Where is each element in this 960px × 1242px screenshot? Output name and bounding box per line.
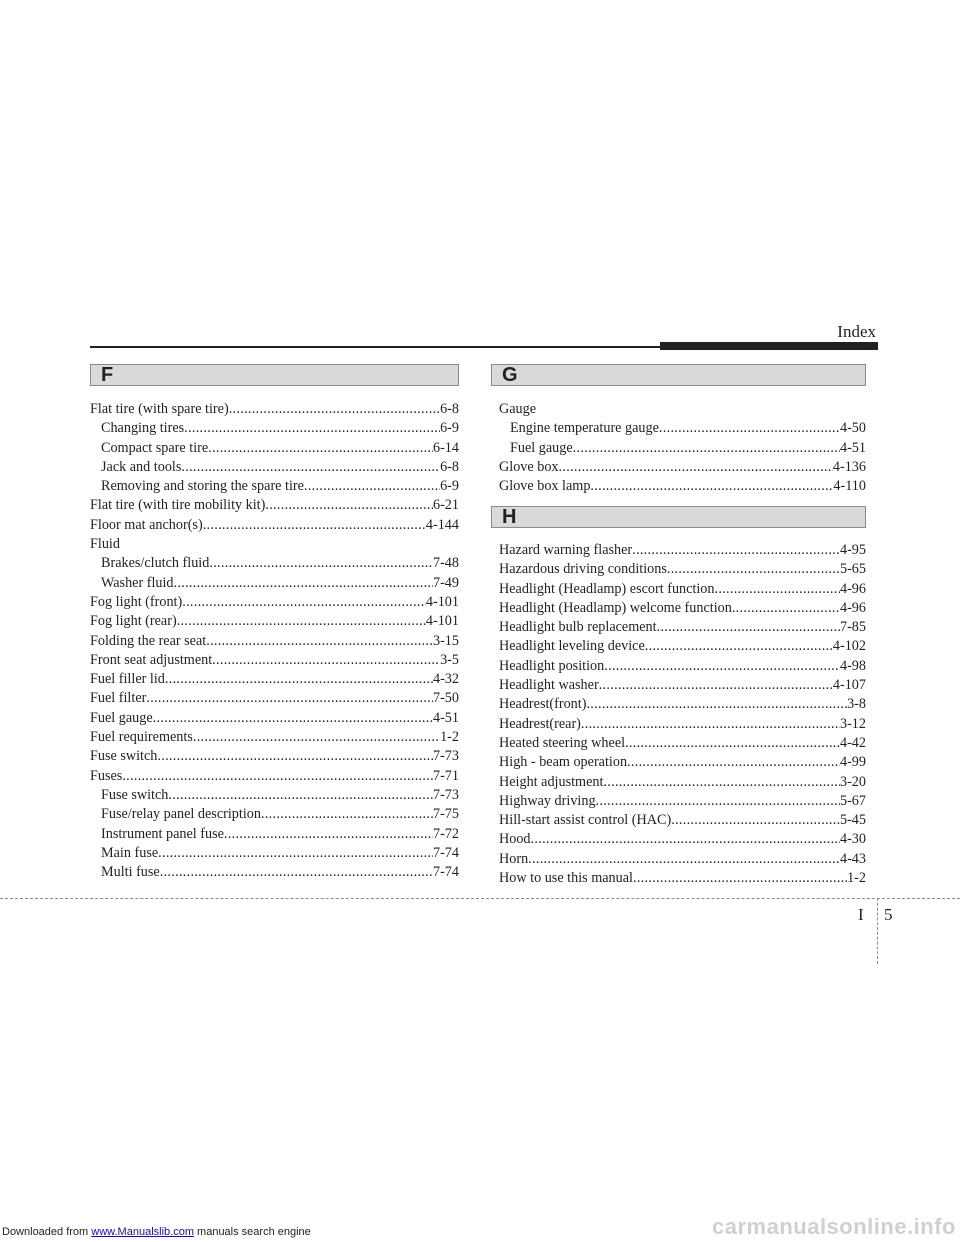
dashed-vertical-divider [877, 898, 878, 964]
index-entry-label: Hazardous driving conditions [499, 561, 667, 578]
dot-leader [596, 792, 840, 811]
dot-leader [659, 419, 840, 438]
index-entry [90, 689, 459, 708]
index-entry-page: 4-95 [839, 542, 866, 558]
index-entry-label: Washer fluid [101, 574, 174, 591]
index-entry-label: Headlight washer [499, 677, 599, 694]
index-entry-page: 7-75 [432, 806, 459, 823]
index-entry-page: 7-73 [432, 748, 459, 765]
index-entry-page: 3-20 [839, 773, 866, 790]
dot-leader [153, 709, 433, 728]
index-entry [90, 747, 459, 766]
index-entry [499, 850, 866, 869]
index-entry-page: 5-67 [839, 792, 866, 809]
index-entry-label: Front seat adjustment [90, 651, 213, 668]
index-entry [90, 554, 459, 573]
index-entry-label: Compact spare tire [101, 439, 209, 456]
dot-leader [528, 850, 840, 869]
index-entry-page: 4-50 [839, 420, 866, 437]
index-entry [499, 560, 866, 579]
index-entry [90, 632, 459, 651]
index-entry-label: Headlight (Headlamp) escort function [499, 580, 715, 597]
index-entry-label: Multi fuse [101, 864, 160, 881]
index-entry [499, 419, 866, 438]
index-entry [90, 612, 459, 631]
index-entry-label: Fuse/relay panel description [101, 806, 261, 823]
index-entry-label: Hill-start assist control (HAC) [499, 812, 672, 829]
index-entry [90, 670, 459, 689]
index-entry-label: Flat tire (with tire mobility kit) [90, 497, 266, 514]
index-entry [499, 753, 866, 772]
index-entry-page: 5-65 [839, 561, 866, 578]
index-entry-label: Gauge [499, 401, 537, 417]
download-note-prefix: Downloaded from [2, 1226, 92, 1238]
dot-leader [182, 593, 426, 612]
index-entry [499, 830, 866, 849]
index-entry [90, 844, 459, 863]
index-entry [499, 773, 866, 792]
index-entry-label: Fog light (rear) [90, 613, 177, 630]
index-entry-page: 4-51 [839, 439, 866, 456]
index-entry [499, 541, 866, 560]
index-entry-page: 4-51 [432, 709, 459, 726]
dot-leader [146, 689, 433, 708]
index-entry-label: Fog light (front) [90, 593, 183, 610]
index-entry-label: Headrest(rear) [499, 715, 581, 732]
index-entry [499, 580, 866, 599]
index-entry-page: 7-50 [432, 690, 459, 707]
index-entry-page: 6-21 [432, 497, 459, 514]
dot-leader [671, 811, 840, 830]
index-entry-label: Highway driving [499, 792, 596, 809]
index-entry [90, 477, 459, 496]
dot-leader [627, 753, 840, 772]
index-entry [499, 676, 866, 695]
index-entry [499, 618, 866, 637]
dot-leader [165, 670, 433, 689]
index-entry-page: 1-2 [440, 729, 459, 746]
index-entry-label: Changing tires [101, 420, 185, 437]
index-entry [90, 419, 459, 438]
index-entry-label: Main fuse [101, 844, 159, 861]
index-entry-page: 4-98 [839, 657, 866, 674]
index-entry [90, 400, 459, 419]
index-entry-label: Fuse switch [90, 748, 158, 765]
dot-leader [158, 844, 433, 863]
index-entry-page: 4-102 [832, 638, 866, 655]
index-entry [499, 811, 866, 830]
index-entry-page: 5-45 [839, 812, 866, 829]
index-entry-label: Folding the rear seat [90, 632, 207, 649]
index-entry [499, 439, 866, 458]
index-entry [90, 651, 459, 670]
index-entry [499, 637, 866, 656]
index-entry-label: Brakes/clutch fluid [101, 555, 210, 572]
dot-leader [177, 612, 426, 631]
index-entry-label: Fluid [90, 536, 120, 553]
dot-leader [122, 767, 433, 786]
dot-leader [304, 477, 440, 496]
index-entry-page: 4-30 [839, 831, 866, 848]
index-entry-label: Fuel gauge [510, 439, 573, 456]
index-entry-label: Hazard warning flasher [499, 542, 633, 558]
index-entry [90, 458, 459, 477]
index-entry [90, 825, 459, 844]
index-entry-label: Headlight (Headlamp) welcome function [499, 599, 732, 616]
dot-leader [261, 805, 433, 824]
index-entry-label: Fuses [90, 767, 123, 784]
index-entry-page: 6-14 [432, 439, 459, 456]
index-entry [90, 786, 459, 805]
index-entry [499, 792, 866, 811]
index-entry [499, 657, 866, 676]
index-entry-page: 1-2 [847, 870, 866, 887]
dot-leader [559, 458, 833, 477]
index-column-f [90, 400, 459, 882]
dot-leader [265, 496, 433, 515]
page-number: 5 [884, 905, 893, 924]
index-entry-page: 6-9 [440, 420, 459, 437]
index-entry [90, 439, 459, 458]
index-entry-label: Glove box [499, 458, 559, 475]
index-entry-page: 4-107 [832, 677, 866, 694]
watermark: carmanualsonline.info [712, 1214, 956, 1239]
section-letter-f: F [101, 364, 114, 386]
index-entry [499, 695, 866, 714]
dot-leader [603, 773, 840, 792]
index-entry-page: 4-32 [432, 671, 459, 688]
index-entry [90, 767, 459, 786]
dot-leader [208, 439, 433, 458]
index-entry-page: 4-101 [425, 593, 459, 610]
index-entry-page: 7-48 [432, 555, 459, 572]
index-entry [499, 599, 866, 618]
index-entry-page: 6-9 [440, 478, 459, 495]
index-entry-label: Floor mat anchor(s) [90, 516, 203, 533]
index-entry-label: Heated steering wheel [499, 734, 626, 751]
index-entry-page: 4-96 [839, 580, 866, 597]
dot-leader [732, 599, 840, 618]
index-entry-label: Fuel gauge [90, 709, 153, 726]
index-entry-label: Jack and tools [101, 458, 182, 475]
index-entry-page: 4-99 [839, 754, 866, 771]
dot-leader [645, 637, 833, 656]
index-entry-label: Engine temperature gauge [510, 420, 659, 437]
section-bar-g [491, 364, 866, 386]
dot-leader [625, 734, 840, 753]
index-entry-page: 7-49 [432, 574, 459, 591]
dot-leader [667, 560, 840, 579]
index-entry-page: 4-136 [832, 458, 866, 475]
index-entry [90, 728, 459, 747]
page-section-label: I [858, 905, 864, 924]
index-entry [499, 734, 866, 753]
index-column-g [499, 400, 866, 496]
dot-leader [157, 747, 433, 766]
index-entry-label: Headlight position [499, 657, 605, 674]
index-entry [90, 593, 459, 612]
index-entry [499, 715, 866, 734]
index-entry-page: 3-5 [440, 651, 459, 668]
index-entry-label: Headlight leveling device [499, 638, 645, 655]
dot-leader [184, 419, 440, 438]
dot-leader [632, 541, 840, 560]
dot-leader [586, 695, 847, 714]
dot-leader [168, 786, 433, 805]
header-title: Index [837, 322, 876, 341]
index-column-h [499, 541, 866, 888]
index-entry [499, 458, 866, 477]
index-entry [90, 805, 459, 824]
index-entry-page: 6-8 [440, 401, 459, 417]
index-entry [90, 574, 459, 593]
index-entry-page: 3-8 [847, 696, 866, 713]
dot-leader [229, 400, 440, 419]
index-entry-label: Horn [499, 850, 529, 867]
index-entry [90, 535, 459, 554]
index-entry [90, 863, 459, 882]
index-entry-label: Hood [499, 831, 531, 848]
index-entry [499, 869, 866, 888]
index-entry-page: 4-144 [425, 516, 459, 533]
index-entry [90, 496, 459, 515]
dot-leader [715, 580, 840, 599]
index-entry-page: 3-12 [839, 715, 866, 732]
dot-leader [573, 439, 840, 458]
index-entry-label: Height adjustment [499, 773, 604, 790]
dashed-divider [0, 898, 960, 899]
index-entry-page: 7-71 [432, 767, 459, 784]
dot-leader [203, 516, 426, 535]
dot-leader [531, 830, 840, 849]
index-entry-page: 4-110 [833, 478, 866, 495]
dot-leader [657, 618, 840, 637]
index-entry-page: 4-101 [425, 613, 459, 630]
index-entry-label: Fuel filter [90, 690, 147, 707]
index-entry-label: High - beam operation [499, 754, 628, 771]
dot-leader [581, 715, 840, 734]
download-note-suffix: manuals search engine [193, 1226, 311, 1238]
dot-leader [174, 574, 433, 593]
index-entry [499, 400, 866, 419]
index-entry [499, 477, 866, 496]
index-entry-label: Fuse switch [101, 786, 169, 803]
manualslib-link[interactable]: www.Manualslib.com [91, 1226, 194, 1238]
index-entry-label: Glove box lamp [499, 478, 591, 495]
dot-leader [193, 728, 440, 747]
dot-leader [604, 657, 840, 676]
index-entry-label: Instrument panel fuse [101, 825, 224, 842]
index-entry-label: Removing and storing the spare tire [101, 478, 304, 495]
section-letter-h: H [502, 506, 517, 528]
section-bar-h [491, 506, 866, 528]
index-entry-page: 3-15 [432, 632, 459, 649]
index-entry-label: Headrest(front) [499, 696, 587, 713]
dot-leader [224, 825, 433, 844]
dot-leader [209, 554, 433, 573]
index-entry-page: 7-74 [432, 864, 459, 881]
dot-leader [181, 458, 440, 477]
index-entry-page: 4-43 [839, 850, 866, 867]
index-entry-page: 4-96 [839, 599, 866, 616]
dot-leader [212, 651, 440, 670]
section-bar-f [90, 364, 459, 386]
index-entry-label: Fuel requirements [90, 729, 193, 746]
dot-leader [633, 869, 847, 888]
dot-leader [599, 676, 833, 695]
index-entry-page: 7-85 [839, 619, 866, 636]
index-entry [90, 709, 459, 728]
index-entry-label: Headlight bulb replacement [499, 619, 657, 636]
index-entry-label: Flat tire (with spare tire) [90, 401, 229, 417]
index-entry-label: Fuel filler lid [90, 671, 165, 688]
index-entry-page: 4-42 [839, 734, 866, 751]
dot-leader [206, 632, 433, 651]
dot-leader [160, 863, 433, 882]
index-entry-page: 6-8 [440, 458, 459, 475]
section-letter-g: G [502, 364, 518, 386]
index-entry-page: 7-73 [432, 786, 459, 803]
dot-leader [590, 477, 833, 496]
header-accent-bar [660, 342, 878, 350]
index-entry [90, 516, 459, 535]
index-entry-page: 7-74 [432, 844, 459, 861]
index-entry-page: 7-72 [432, 825, 459, 842]
download-note [2, 1226, 311, 1238]
index-entry-label: How to use this manual [499, 870, 633, 887]
